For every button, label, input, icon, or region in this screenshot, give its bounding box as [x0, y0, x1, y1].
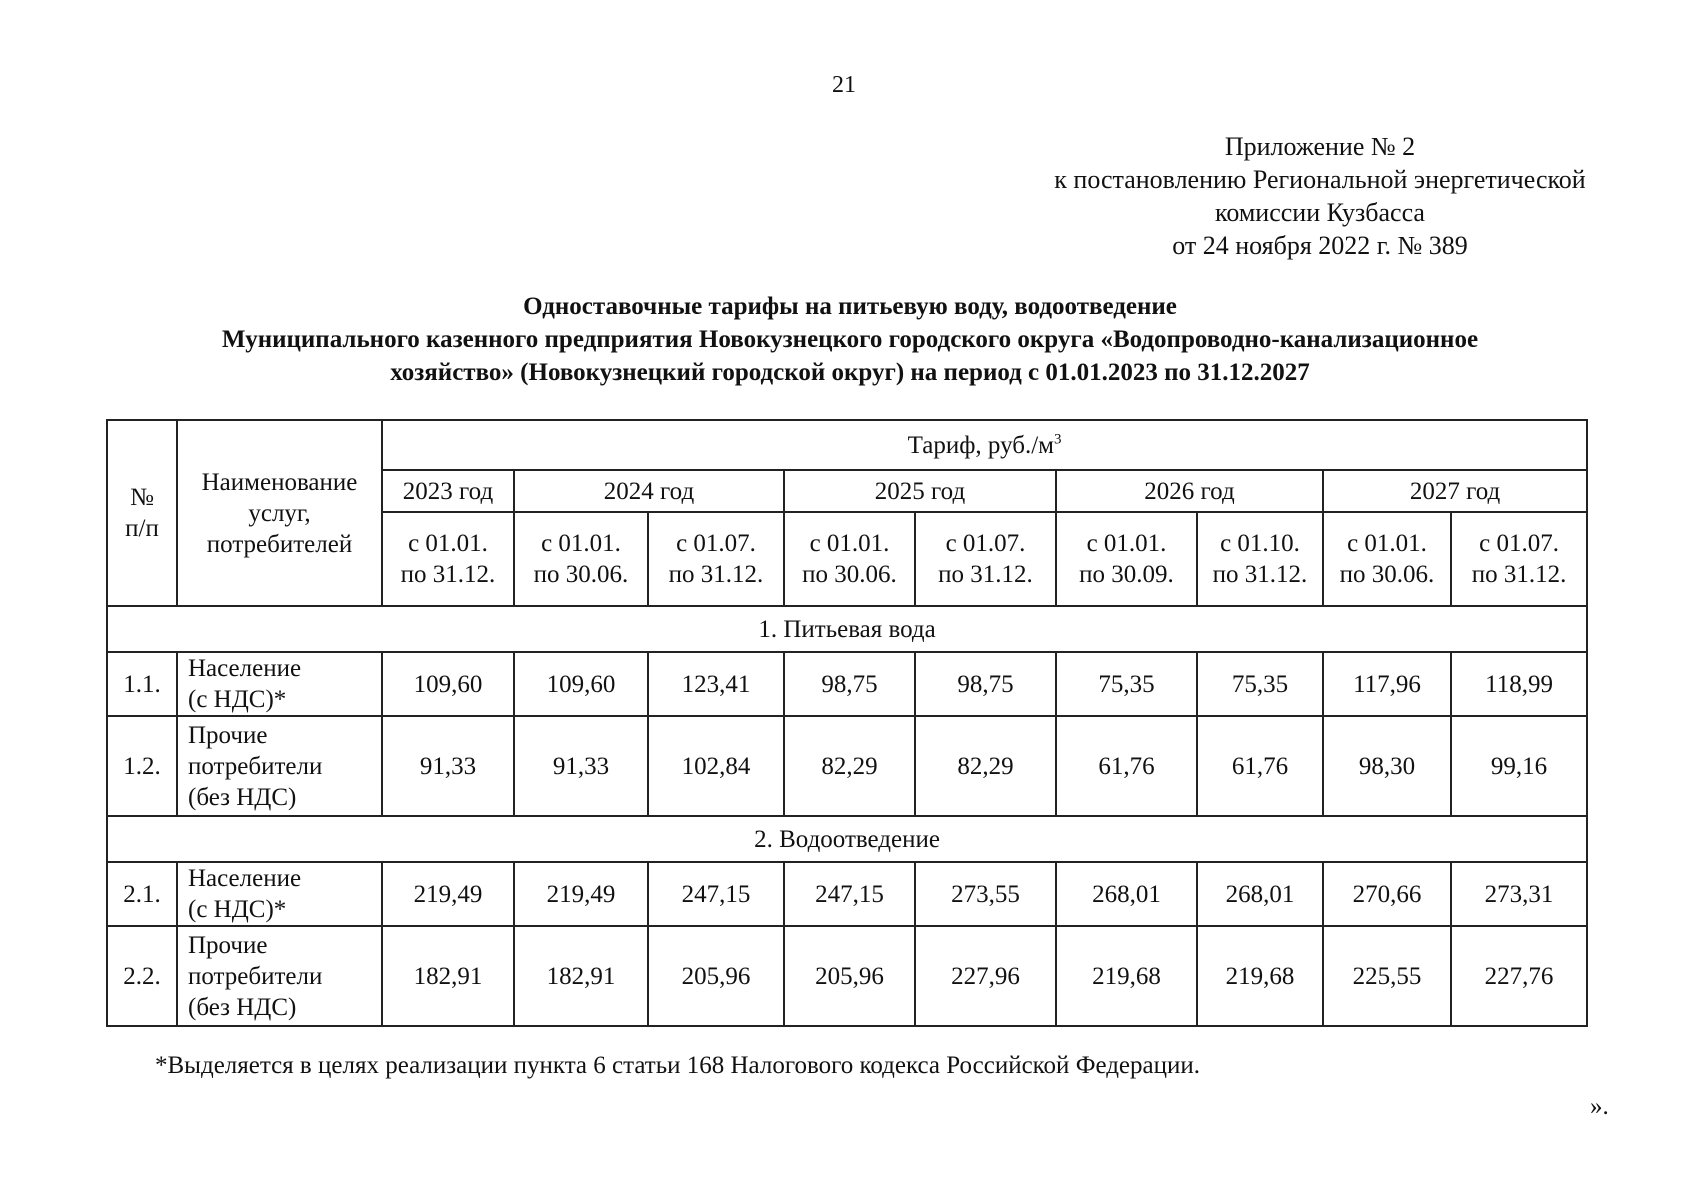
- tariff-value: 91,33: [514, 716, 648, 816]
- title-line: Муниципального казенного предприятия Новокузнецкого городского округа «Водопроводно-канализационное: [221, 326, 1479, 353]
- header-year: 2025 год: [784, 470, 1056, 512]
- title-line: хозяйство» (Новокузнецкий городской округ) на период с 01.01.2023 по 31.12.2027: [390, 359, 1310, 386]
- appendix-line: комиссии Кузбасса: [1215, 198, 1425, 227]
- header-period: с 01.01. по 30.06.: [1323, 512, 1451, 606]
- tariff-value: 219,68: [1056, 926, 1197, 1026]
- header-service-name: Наименование услуг, потребителей: [177, 420, 382, 606]
- header-year: 2023 год: [382, 470, 514, 512]
- tariff-value: 247,15: [648, 862, 784, 926]
- tariff-value: 182,91: [514, 926, 648, 1026]
- tariff-value: 123,41: [648, 652, 784, 716]
- footnote: *Выделяется в целях реализации пункта 6 статьи 168 Налогового кодекса Российской Федерации.: [155, 1052, 1201, 1079]
- appendix-line: Приложение № 2: [1224, 132, 1416, 161]
- tariff-value: 273,55: [915, 862, 1056, 926]
- tariff-value: 109,60: [514, 652, 648, 716]
- tariff-value: 182,91: [382, 926, 514, 1026]
- header-period: с 01.07. по 31.12.: [915, 512, 1056, 606]
- tariff-value: 102,84: [648, 716, 784, 816]
- row-number: 2.1.: [107, 862, 177, 926]
- tariff-value: 268,01: [1197, 862, 1323, 926]
- tariff-value: 98,75: [784, 652, 915, 716]
- row-service-name: Население (с НДС)*: [177, 652, 382, 716]
- row-service-name: Прочие потребители (без НДС): [177, 716, 382, 816]
- row-service-name: Население (с НДС)*: [177, 862, 382, 926]
- tariff-value: 98,30: [1323, 716, 1451, 816]
- row-number: 2.2.: [107, 926, 177, 1026]
- section-row: [107, 606, 1587, 652]
- tariff-value: 205,96: [648, 926, 784, 1026]
- tariff-value: 117,96: [1323, 652, 1451, 716]
- tariff-value: 61,76: [1056, 716, 1197, 816]
- tariff-value: 61,76: [1197, 716, 1323, 816]
- row-number: 1.1.: [107, 652, 177, 716]
- row-number: 1.2.: [107, 716, 177, 816]
- appendix-line: к постановлению Региональной энергетической: [1054, 165, 1586, 194]
- header-year: 2026 год: [1056, 470, 1323, 512]
- tariff-value: 227,96: [915, 926, 1056, 1026]
- table-row: [107, 652, 1587, 716]
- header-period: с 01.01. по 30.06.: [784, 512, 915, 606]
- table-header-row: [107, 420, 1587, 470]
- header-tariff: Тариф, $руб./м^3$: [382, 420, 1587, 470]
- document-title: [60, 290, 1640, 389]
- tariff-value: 270,66: [1323, 862, 1451, 926]
- header-year: 2024 год: [514, 470, 784, 512]
- tariff-value: 268,01: [1056, 862, 1197, 926]
- header-period: с 01.07. по 31.12.: [1451, 512, 1587, 606]
- tariff-value: 82,29: [784, 716, 915, 816]
- tariff-value: 75,35: [1056, 652, 1197, 716]
- title-line: Одноставочные тарифы на питьевую воду, водоотведение: [523, 293, 1177, 320]
- header-year: 2027 год: [1323, 470, 1587, 512]
- table-row: [107, 862, 1587, 926]
- section-row: [107, 816, 1587, 862]
- tariff-value: 219,49: [382, 862, 514, 926]
- table-row: [107, 716, 1587, 816]
- tariff-value: 109,60: [382, 652, 514, 716]
- tariff-value: 91,33: [382, 716, 514, 816]
- tariff-value: 82,29: [915, 716, 1056, 816]
- header-period: с 01.07. по 31.12.: [648, 512, 784, 606]
- section-title: 2. Водоотведение: [107, 816, 1587, 862]
- tariff-value: 99,16: [1451, 716, 1587, 816]
- tariff-value: 118,99: [1451, 652, 1587, 716]
- tariff-table: [106, 419, 1588, 1027]
- tariff-value: 225,55: [1323, 926, 1451, 1026]
- section-title: 1. Питьевая вода: [107, 606, 1587, 652]
- tariff-value: 219,68: [1197, 926, 1323, 1026]
- tariff-value: 273,31: [1451, 862, 1587, 926]
- page-number: 21: [832, 72, 856, 98]
- header-period: с 01.01. по 30.06.: [514, 512, 648, 606]
- header-number: № п/п: [107, 420, 177, 606]
- appendix-line: от 24 ноября 2022 г. № 389: [1172, 231, 1468, 260]
- header-period: с 01.01. по 30.09.: [1056, 512, 1197, 606]
- appendix-header: [1000, 130, 1640, 262]
- tariff-value: 98,75: [915, 652, 1056, 716]
- tariff-value: 247,15: [784, 862, 915, 926]
- row-service-name: Прочие потребители (без НДС): [177, 926, 382, 1026]
- table-row: [107, 926, 1587, 1026]
- header-period: с 01.10. по 31.12.: [1197, 512, 1323, 606]
- tariff-value: 219,49: [514, 862, 648, 926]
- tariff-value: 227,76: [1451, 926, 1587, 1026]
- tariff-value: 205,96: [784, 926, 915, 1026]
- closing-quote: ».: [1590, 1093, 1609, 1120]
- header-period: с 01.01. по 31.12.: [382, 512, 514, 606]
- tariff-value: 75,35: [1197, 652, 1323, 716]
